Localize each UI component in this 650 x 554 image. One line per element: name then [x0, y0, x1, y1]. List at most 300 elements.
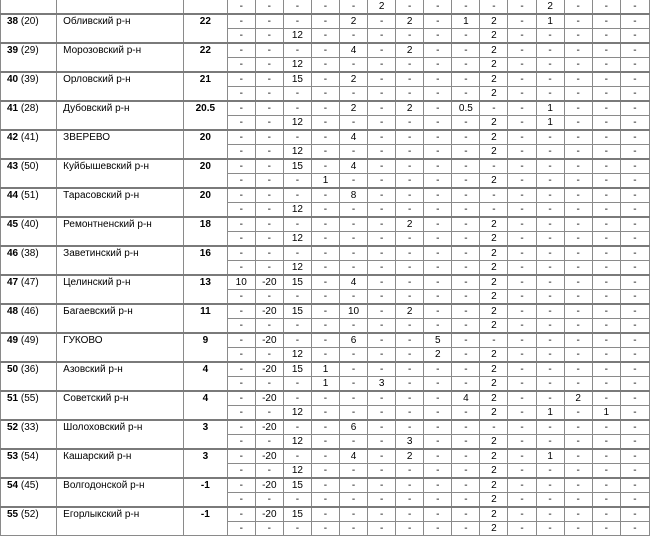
value-cell: - [255, 87, 283, 102]
value-cell: - [340, 464, 368, 479]
value-cell: 12 [283, 261, 311, 276]
value-cell: - [396, 319, 424, 334]
value-cell: - [424, 246, 452, 261]
rank-number: 50 [7, 363, 19, 375]
empty-cell [57, 522, 184, 536]
value-cell: - [396, 159, 424, 174]
value-cell: - [536, 261, 564, 276]
value-cell: -20 [255, 333, 283, 348]
value-cell: - [564, 464, 592, 479]
value-cell: - [620, 406, 649, 421]
rank-number: 44 [7, 189, 19, 201]
value-cell: 4 [340, 275, 368, 290]
value-cell: -20 [255, 362, 283, 377]
value-cell: - [255, 377, 283, 392]
value-cell: 2 [480, 174, 508, 189]
value-cell: -20 [255, 507, 283, 522]
value-cell: - [564, 377, 592, 392]
value-cell: - [311, 43, 339, 58]
value-cell: - [592, 14, 620, 29]
table-cell: - [452, 0, 480, 14]
previous-rank: (50) [20, 160, 39, 172]
rank-number: 54 [7, 479, 19, 491]
value-cell: - [396, 333, 424, 348]
value-cell: - [424, 275, 452, 290]
value-cell: - [592, 217, 620, 232]
total-score: 13 [184, 275, 228, 290]
table-row [1, 174, 650, 189]
value-cell: - [368, 203, 396, 218]
table-row [1, 58, 650, 73]
table-row [1, 391, 650, 406]
rank-number: 42 [7, 131, 19, 143]
value-cell: - [368, 29, 396, 44]
value-cell: - [340, 116, 368, 131]
value-cell: - [592, 72, 620, 87]
value-cell: 1 [536, 449, 564, 464]
value-cell: - [311, 29, 339, 44]
value-cell: - [564, 362, 592, 377]
value-cell: - [620, 449, 649, 464]
value-cell: - [311, 14, 339, 29]
value-cell: - [396, 377, 424, 392]
value-cell: - [508, 449, 536, 464]
value-cell: - [620, 14, 649, 29]
value-cell: - [396, 87, 424, 102]
previous-rank: (51) [20, 189, 39, 201]
rank-number: 52 [7, 421, 19, 433]
value-cell: - [311, 493, 339, 508]
value-cell: - [620, 377, 649, 392]
value-cell: 15 [283, 478, 311, 493]
value-cell: - [227, 87, 255, 102]
value-cell: - [424, 319, 452, 334]
value-cell: - [564, 14, 592, 29]
value-cell: - [396, 246, 424, 261]
value-cell: - [452, 420, 480, 435]
table-row [1, 159, 650, 174]
value-cell: - [396, 464, 424, 479]
value-cell: - [452, 217, 480, 232]
value-cell: - [508, 435, 536, 450]
empty-cell [1, 493, 57, 508]
empty-cell [1, 116, 57, 131]
value-cell: - [368, 362, 396, 377]
value-cell: - [424, 362, 452, 377]
value-cell: - [424, 435, 452, 450]
district-name: Дубовский р-н [57, 101, 184, 116]
value-cell: - [536, 464, 564, 479]
table-row [1, 261, 650, 276]
value-cell: - [508, 72, 536, 87]
value-cell: - [508, 333, 536, 348]
total-score: -1 [184, 478, 228, 493]
value-cell: -20 [255, 304, 283, 319]
value-cell: - [227, 116, 255, 131]
rank-number: 41 [7, 102, 19, 114]
empty-cell [57, 319, 184, 334]
value-cell: - [368, 507, 396, 522]
value-cell: 12 [283, 58, 311, 73]
value-cell: 0.5 [452, 101, 480, 116]
value-cell: - [283, 188, 311, 203]
value-cell: - [368, 435, 396, 450]
value-cell: - [311, 130, 339, 145]
value-cell: - [480, 101, 508, 116]
empty-cell [57, 58, 184, 73]
empty-cell [184, 493, 228, 508]
value-cell: - [396, 290, 424, 305]
empty-cell [184, 464, 228, 479]
empty-cell [184, 58, 228, 73]
value-cell: - [480, 420, 508, 435]
value-cell: - [227, 362, 255, 377]
district-name: Орловский р-н [57, 72, 184, 87]
value-cell: - [227, 435, 255, 450]
total-score: 20 [184, 188, 228, 203]
table-row [1, 116, 650, 131]
value-cell: - [536, 304, 564, 319]
rank-number: 48 [7, 305, 19, 317]
value-cell: - [620, 29, 649, 44]
district-name: Обливский р-н [57, 14, 184, 29]
value-cell: - [368, 261, 396, 276]
value-cell: - [620, 348, 649, 363]
value-cell: - [620, 304, 649, 319]
value-cell: 2 [396, 304, 424, 319]
value-cell: - [536, 522, 564, 536]
value-cell: - [564, 348, 592, 363]
value-cell: - [396, 116, 424, 131]
value-cell: - [283, 14, 311, 29]
value-cell: 4 [340, 130, 368, 145]
value-cell: - [340, 29, 368, 44]
value-cell: - [536, 362, 564, 377]
rank-number: 55 [7, 508, 19, 520]
value-cell: - [340, 290, 368, 305]
value-cell: - [564, 406, 592, 421]
value-cell: 2 [340, 14, 368, 29]
total-score: 20.5 [184, 101, 228, 116]
rank-cell [1, 507, 57, 522]
value-cell: - [311, 449, 339, 464]
table-row [1, 217, 650, 232]
value-cell: - [592, 493, 620, 508]
total-score: -1 [184, 507, 228, 522]
empty-cell [1, 435, 57, 450]
value-cell: - [480, 159, 508, 174]
previous-rank: (38) [20, 247, 39, 259]
value-cell: - [620, 217, 649, 232]
value-cell: - [340, 507, 368, 522]
value-cell: - [452, 522, 480, 536]
value-cell: - [536, 348, 564, 363]
value-cell: - [536, 435, 564, 450]
value-cell: - [592, 478, 620, 493]
table-row [1, 348, 650, 363]
value-cell: - [311, 188, 339, 203]
value-cell: - [424, 203, 452, 218]
total-score: 16 [184, 246, 228, 261]
value-cell: - [508, 464, 536, 479]
value-cell: - [424, 522, 452, 536]
value-cell: - [564, 130, 592, 145]
value-cell: - [311, 58, 339, 73]
district-name: Тарасовский р-н [57, 188, 184, 203]
value-cell: - [452, 203, 480, 218]
value-cell: - [536, 130, 564, 145]
value-cell: - [396, 188, 424, 203]
value-cell: - [283, 319, 311, 334]
empty-cell [184, 116, 228, 131]
value-cell: - [227, 478, 255, 493]
total-score: 18 [184, 217, 228, 232]
value-cell: - [368, 188, 396, 203]
value-cell: - [592, 232, 620, 247]
value-cell: - [424, 261, 452, 276]
value-cell: - [368, 232, 396, 247]
value-cell: - [536, 58, 564, 73]
value-cell: - [592, 87, 620, 102]
value-cell: - [452, 145, 480, 160]
value-cell: - [255, 145, 283, 160]
value-cell: - [564, 29, 592, 44]
value-cell: 3 [368, 377, 396, 392]
value-cell: 2 [480, 14, 508, 29]
empty-cell [57, 29, 184, 44]
table-row [1, 319, 650, 334]
value-cell: - [227, 261, 255, 276]
value-cell: - [283, 246, 311, 261]
value-cell: - [396, 275, 424, 290]
value-cell: 1 [536, 406, 564, 421]
value-cell: - [508, 290, 536, 305]
value-cell: - [227, 449, 255, 464]
value-cell: - [227, 145, 255, 160]
value-cell: - [452, 261, 480, 276]
value-cell: - [368, 304, 396, 319]
table-row-partial [1, 0, 650, 14]
value-cell: - [227, 159, 255, 174]
value-cell: - [311, 116, 339, 131]
value-cell: - [508, 391, 536, 406]
value-cell: - [620, 362, 649, 377]
empty-cell [1, 464, 57, 479]
rank-cell [1, 391, 57, 406]
value-cell: - [424, 478, 452, 493]
empty-cell [1, 261, 57, 276]
value-cell: 4 [452, 391, 480, 406]
value-cell: - [424, 232, 452, 247]
value-cell: - [396, 232, 424, 247]
value-cell: - [283, 377, 311, 392]
empty-cell [1, 58, 57, 73]
table-row [1, 87, 650, 102]
value-cell: 1 [311, 362, 339, 377]
value-cell: - [424, 217, 452, 232]
value-cell: - [536, 217, 564, 232]
value-cell: - [311, 217, 339, 232]
value-cell: - [592, 507, 620, 522]
value-cell: - [368, 420, 396, 435]
value-cell: 2 [396, 217, 424, 232]
value-cell: - [564, 493, 592, 508]
empty-cell [184, 348, 228, 363]
value-cell: - [255, 130, 283, 145]
table-row [1, 101, 650, 116]
previous-rank: (47) [20, 276, 39, 288]
value-cell: - [480, 333, 508, 348]
value-cell: - [536, 29, 564, 44]
value-cell: - [368, 522, 396, 536]
value-cell: - [592, 203, 620, 218]
previous-rank: (46) [20, 305, 39, 317]
value-cell: - [620, 464, 649, 479]
table-cell: 2 [368, 0, 396, 14]
value-cell: - [536, 507, 564, 522]
district-name: Ремонтненский р-н [57, 217, 184, 232]
value-cell: - [508, 14, 536, 29]
previous-rank: (36) [20, 363, 39, 375]
value-cell: 1 [311, 174, 339, 189]
empty-cell [57, 232, 184, 247]
value-cell: 2 [480, 116, 508, 131]
value-cell: - [311, 348, 339, 363]
value-cell: - [396, 362, 424, 377]
value-cell: - [255, 261, 283, 276]
value-cell: - [508, 87, 536, 102]
value-cell: 2 [480, 72, 508, 87]
value-cell: - [452, 116, 480, 131]
value-cell: -20 [255, 449, 283, 464]
value-cell: - [620, 116, 649, 131]
value-cell: - [424, 464, 452, 479]
value-cell: - [311, 203, 339, 218]
value-cell: - [564, 72, 592, 87]
value-cell: - [452, 319, 480, 334]
value-cell: - [592, 159, 620, 174]
value-cell: - [424, 29, 452, 44]
rank-cell [1, 246, 57, 261]
value-cell: - [592, 435, 620, 450]
table-cell: - [564, 0, 592, 14]
value-cell: - [311, 304, 339, 319]
value-cell: - [508, 130, 536, 145]
empty-cell [184, 435, 228, 450]
value-cell: - [564, 449, 592, 464]
value-cell: - [592, 319, 620, 334]
value-cell: - [620, 290, 649, 305]
value-cell: - [396, 420, 424, 435]
value-cell: - [536, 43, 564, 58]
value-cell: - [368, 72, 396, 87]
district-name: Багаевский р-н [57, 304, 184, 319]
table-row [1, 145, 650, 160]
total-score: 22 [184, 43, 228, 58]
value-cell: - [396, 72, 424, 87]
value-cell: - [227, 43, 255, 58]
value-cell: - [452, 275, 480, 290]
value-cell: - [368, 87, 396, 102]
table-row [1, 406, 650, 421]
value-cell: - [255, 464, 283, 479]
value-cell: 15 [283, 507, 311, 522]
previous-rank: (45) [20, 479, 39, 491]
value-cell: - [452, 58, 480, 73]
value-cell: - [452, 246, 480, 261]
value-cell: - [620, 420, 649, 435]
value-cell: - [311, 420, 339, 435]
value-cell: 15 [283, 159, 311, 174]
value-cell: - [536, 87, 564, 102]
value-cell: - [311, 290, 339, 305]
table-row [1, 362, 650, 377]
empty-cell [1, 522, 57, 536]
previous-rank: (49) [20, 334, 39, 346]
table-row [1, 232, 650, 247]
value-cell: - [311, 464, 339, 479]
value-cell: - [368, 174, 396, 189]
value-cell: - [508, 377, 536, 392]
value-cell: - [311, 261, 339, 276]
value-cell: - [424, 72, 452, 87]
value-cell: - [480, 188, 508, 203]
value-cell: - [424, 391, 452, 406]
table-body [1, 0, 650, 536]
value-cell: - [564, 290, 592, 305]
value-cell: - [424, 377, 452, 392]
rank-number: 51 [7, 392, 19, 404]
value-cell: - [340, 478, 368, 493]
value-cell: - [536, 493, 564, 508]
value-cell: - [564, 319, 592, 334]
total-score: 22 [184, 14, 228, 29]
rank-cell [1, 362, 57, 377]
previous-rank: (41) [20, 131, 39, 143]
district-name: ГУКОВО [57, 333, 184, 348]
value-cell: - [255, 72, 283, 87]
value-cell: - [340, 174, 368, 189]
value-cell: - [368, 116, 396, 131]
value-cell: - [368, 217, 396, 232]
rank-number: 47 [7, 276, 19, 288]
value-cell: - [424, 14, 452, 29]
value-cell: - [564, 203, 592, 218]
rank-cell [1, 188, 57, 203]
empty-cell [184, 290, 228, 305]
value-cell: - [592, 304, 620, 319]
value-cell: 2 [480, 435, 508, 450]
table-row [1, 43, 650, 58]
value-cell: - [592, 377, 620, 392]
value-cell: - [368, 449, 396, 464]
empty-cell [57, 87, 184, 102]
value-cell: - [592, 275, 620, 290]
value-cell: - [424, 145, 452, 160]
value-cell: - [592, 29, 620, 44]
rank-cell [1, 449, 57, 464]
value-cell: - [283, 87, 311, 102]
value-cell: - [452, 188, 480, 203]
value-cell: - [620, 391, 649, 406]
value-cell: - [368, 406, 396, 421]
value-cell: - [255, 319, 283, 334]
value-cell: - [424, 43, 452, 58]
value-cell: - [368, 159, 396, 174]
value-cell: 2 [396, 14, 424, 29]
value-cell: 1 [452, 14, 480, 29]
previous-rank: (39) [20, 73, 39, 85]
